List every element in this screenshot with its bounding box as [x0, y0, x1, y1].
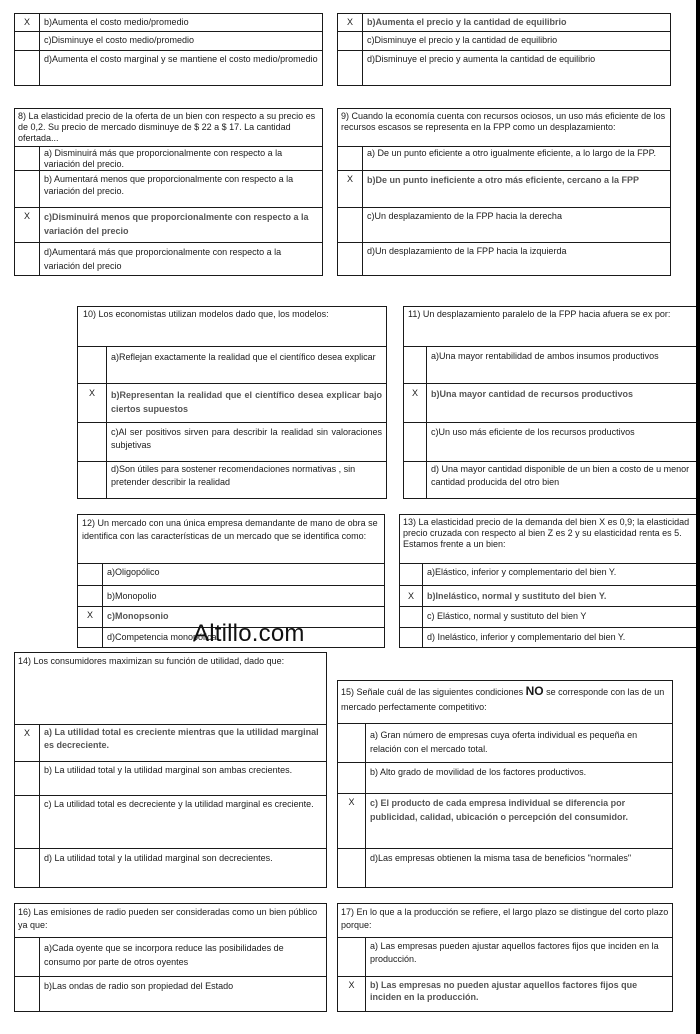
option-b[interactable] [338, 14, 670, 32]
answer-mark: X [404, 384, 427, 422]
option-text: a)Reflejan exactamente la realidad que el científico desea explicar [111, 352, 376, 362]
option-d[interactable] [338, 243, 670, 276]
option-text: b)Una mayor cantidad de recursos productivos [431, 389, 634, 399]
option-text: b)De un punto ineficiente a otro más eficiente, cercano a la FPP [367, 175, 640, 185]
answer-mark [404, 347, 427, 383]
option-text: d) La utilidad total y la utilidad marginal son decrecientes. [44, 853, 273, 863]
question-8 [14, 108, 323, 276]
question-top-left [14, 13, 323, 86]
watermark-text: Altillo.com [193, 620, 305, 647]
answer-mark: X [400, 586, 423, 606]
option-d[interactable] [78, 462, 386, 499]
question-stem: 13) La elasticidad precio de la demanda del bien X es 0,9; la elasticidad precio cruzada con respecto al bien Z es 2 y su elasticidad renta es 5. Estamos frente a un bien: [400, 515, 697, 564]
option-d[interactable] [15, 849, 326, 888]
option-text: c)Monopsonio [107, 611, 169, 621]
option-text: d)Competencia monopólica [107, 632, 217, 642]
option-text: d)Aumenta el costo marginal y se mantiene el costo medio/promedio [44, 54, 318, 64]
option-text: c) Elástico, normal y sustituto del bien Y [427, 611, 587, 621]
answer-mark: X [338, 14, 363, 31]
answer-mark [338, 51, 363, 85]
option-text: c)Disminuirá menos que proporcionalmente con respecto a la variación del precio [44, 212, 309, 236]
answer-mark [338, 32, 363, 50]
question-17 [337, 903, 673, 1012]
answer-mark: X [338, 977, 366, 1012]
option-text: d)Aumentará más que proporcionalmente con respecto a la variación del precio [44, 247, 282, 271]
option-text: d) Inelástico, inferior y complementario del bien Y. [427, 632, 626, 642]
option-text: a) De un punto eficiente a otro igualmente eficiente, a lo largo de la FPP. [367, 148, 657, 158]
answer-mark [78, 628, 103, 648]
answer-mark [338, 147, 363, 170]
option-c[interactable] [338, 794, 672, 849]
option-a[interactable] [15, 725, 326, 762]
option-text: b)Aumenta el precio y la cantidad de equilibrio [367, 17, 567, 27]
answer-mark [15, 796, 40, 848]
option-d[interactable] [338, 51, 670, 85]
answer-mark [78, 462, 107, 499]
answer-mark [338, 208, 363, 242]
option-text: a)Elástico, inferior y complementario del bien Y. [427, 567, 617, 577]
question-stem: 16) Las emisiones de radio pueden ser consideradas como un bien público ya que: [15, 904, 326, 938]
option-c[interactable] [338, 208, 670, 243]
answer-mark [338, 724, 366, 762]
option-b[interactable] [15, 762, 326, 796]
answer-mark [15, 762, 40, 795]
answer-mark [338, 849, 366, 888]
question-16 [14, 903, 327, 1012]
option-text: c)Disminuye el costo medio/promedio [44, 35, 195, 45]
answer-mark [78, 586, 103, 606]
option-text: a)Cada oyente que se incorpora reduce las posibilidades de consumo por parte de otros oyentes [44, 943, 284, 967]
option-c[interactable] [338, 32, 670, 51]
option-text: c) La utilidad total es decreciente y la utilidad marginal es creciente. [44, 799, 314, 809]
answer-mark [15, 938, 40, 976]
answer-mark: X [338, 794, 366, 848]
option-text: c)Un uso más eficiente de los recursos productivos [431, 427, 635, 437]
option-a[interactable] [338, 938, 672, 977]
question-9 [337, 108, 671, 276]
option-a[interactable] [15, 147, 322, 171]
option-text: a) Gran número de empresas cuya oferta individual es pequeña en relación con el mercado total. [370, 730, 638, 754]
question-stem: 11) Un desplazamiento paralelo de la FPP hacia afuera se ex por: [404, 307, 700, 347]
option-b[interactable] [15, 171, 322, 208]
option-text: a) Disminuirá más que proporcionalmente con respecto a la variación del precio. [44, 148, 283, 169]
question-stem: 17) En lo que a la producción se refiere, el largo plazo se distingue del corto plazo porque: [338, 904, 672, 938]
option-b[interactable] [78, 384, 386, 423]
question-stem: 8) La elasticidad precio de la oferta de un bien con respecto a su precio es de 0,2. Su precio de mercado disminuye de $ 22 a $ 17. La cantidad ofertada... [15, 109, 322, 147]
option-a[interactable] [400, 564, 697, 586]
option-text: c)Un desplazamiento de la FPP hacia la derecha [367, 211, 562, 221]
option-b[interactable] [404, 384, 700, 423]
answer-mark [15, 32, 40, 50]
option-b[interactable] [78, 586, 384, 607]
option-text: a) La utilidad total es creciente mientras que la utilidad marginal es decreciente. [44, 727, 319, 750]
option-text: a) Las empresas pueden ajustar aquellos factores fijos que inciden en la producción. [370, 941, 659, 964]
answer-mark: X [78, 384, 107, 422]
answer-mark: X [15, 725, 40, 761]
option-a[interactable] [15, 938, 326, 977]
answer-mark [15, 243, 40, 276]
question-11 [403, 306, 700, 499]
option-a[interactable] [78, 347, 386, 384]
option-text: d) Una mayor cantidad disponible de un bien a costo de u menor cantidad producida del otro bien [431, 464, 690, 487]
option-a[interactable] [404, 347, 700, 384]
option-text: c) El producto de cada empresa individual se diferencia por publicidad, calidad, ubicación o percepción del consumidor. [370, 798, 629, 822]
answer-mark: X [15, 14, 40, 31]
option-text: c)Al ser positivos sirven para describir la realidad sin valoraciones subjetivas [111, 427, 382, 450]
option-text: c)Disminuye el precio y la cantidad de equilibrio [367, 35, 558, 45]
answer-mark [338, 763, 366, 793]
question-stem: 12) Un mercado con una única empresa demandante de mano de obra se identifica con las características de un mercado que se identifica como: [78, 515, 384, 564]
option-b[interactable] [15, 14, 322, 32]
question-15 [337, 680, 673, 888]
option-text: b) La utilidad total y la utilidad marginal son ambas crecientes. [44, 765, 293, 775]
option-c[interactable] [404, 423, 700, 462]
option-d[interactable] [404, 462, 700, 499]
option-d[interactable] [15, 243, 322, 276]
answer-mark [78, 564, 103, 585]
option-text: d)Las empresas obtienen la misma tasa de beneficios "normales" [370, 853, 632, 863]
option-text: b)Representan la realidad que el científico desea explicar bajo ciertos supuestos [111, 390, 382, 414]
page-edge-bar [696, 0, 700, 1034]
answer-mark [15, 849, 40, 888]
option-text: b) Aumentará menos que proporcionalmente con respecto a la variación del precio. [44, 174, 294, 196]
answer-mark [15, 171, 40, 207]
answer-mark [15, 147, 40, 170]
option-d[interactable] [338, 849, 672, 888]
answer-mark [338, 938, 366, 976]
answer-mark [404, 462, 427, 499]
option-text: b)Monopolio [107, 591, 157, 601]
option-b[interactable] [338, 171, 670, 208]
question-stem: 9) Cuando la economía cuenta con recursos ociosos, un uso más eficiente de los recursos escasos se representa en la FPP como un desplazamiento: [338, 109, 670, 147]
answer-mark [78, 423, 107, 461]
question-stem-pre: 15) Señale cuál de las siguientes condiciones [341, 687, 526, 697]
question-stem-post: se corresponde con las de un mercado perfectamente competitivo: [341, 687, 665, 712]
option-b[interactable] [400, 586, 697, 607]
answer-mark [15, 977, 40, 1012]
option-b[interactable] [338, 977, 672, 1012]
option-text: a)Una mayor rentabilidad de ambos insumos productivos [431, 351, 659, 361]
option-c[interactable] [15, 796, 326, 849]
question-13 [399, 514, 698, 648]
option-c[interactable] [400, 607, 697, 628]
emphasis-no: NO [525, 684, 544, 698]
option-a[interactable] [78, 564, 384, 586]
option-a[interactable] [338, 147, 670, 171]
option-text: d)Disminuye el precio y aumenta la cantidad de equilibrio [367, 54, 596, 64]
option-d[interactable] [15, 51, 322, 85]
option-b[interactable] [338, 763, 672, 794]
option-text: b)Aumenta el costo medio/promedio [44, 17, 189, 27]
question-stem: 14) Los consumidores maximizan su función de utilidad, dado que: [15, 653, 326, 725]
option-text: b)Inelástico, normal y sustituto del bien Y. [427, 591, 607, 601]
answer-mark: X [338, 171, 363, 207]
option-text: b) Las empresas no pueden ajustar aquellos factores fijos que inciden en la producción. [370, 980, 638, 1002]
question-10 [77, 306, 387, 499]
option-a[interactable] [338, 724, 672, 763]
answer-mark [400, 607, 423, 627]
answer-mark: X [78, 607, 103, 627]
option-text: b)Las ondas de radio son propiedad del Estado [44, 981, 234, 991]
answer-mark [400, 564, 423, 585]
option-c[interactable] [15, 208, 322, 243]
option-d[interactable] [400, 628, 697, 648]
answer-mark [400, 628, 423, 648]
answer-mark [15, 51, 40, 85]
option-text: d)Un desplazamiento de la FPP hacia la izquierda [367, 246, 567, 256]
question-stem [338, 681, 672, 724]
option-text: d)Son útiles para sostener recomendaciones normativas , sin pretender describir la realidad [111, 464, 356, 487]
question-top-right [337, 13, 671, 86]
question-14 [14, 652, 327, 888]
option-text: a)Oligopólico [107, 567, 160, 577]
option-c[interactable] [15, 32, 322, 51]
option-b[interactable] [15, 977, 326, 1012]
question-stem: 10) Los economistas utilizan modelos dado que, los modelos: [78, 307, 386, 347]
option-c[interactable] [78, 423, 386, 462]
answer-mark: X [15, 208, 40, 242]
answer-mark [338, 243, 363, 276]
answer-mark [78, 347, 107, 383]
answer-mark [404, 423, 427, 461]
option-text: b) Alto grado de movilidad de los factores productivos. [370, 767, 587, 777]
